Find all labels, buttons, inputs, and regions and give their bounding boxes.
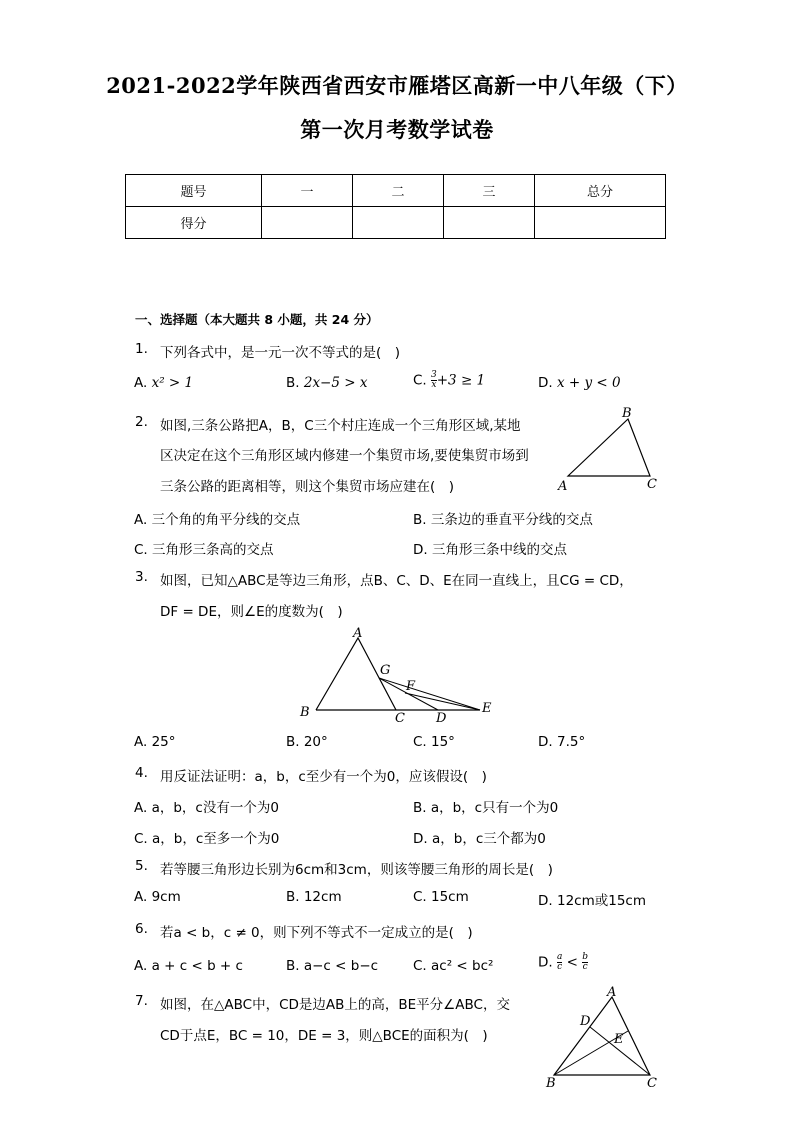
question-stem: 用反证法证明：a，b，c至少有一个为0，应该假设( ) [160, 769, 487, 785]
label-d: D [436, 711, 447, 726]
label-e: E [614, 1032, 624, 1047]
label-b: B [546, 1076, 556, 1090]
option-a[interactable]: A. a，b，c没有一个为0 [134, 800, 279, 816]
question-number: 6. [135, 921, 148, 937]
page-subtitle: 第一次月考数学试卷 [300, 117, 494, 142]
option-d[interactable] [538, 375, 621, 391]
question-stem-line: 三条公路的距离相等，则这个集贸市场应建在( ) [160, 479, 455, 495]
triangle-shape [568, 419, 650, 476]
option-c[interactable]: C. 15cm [413, 889, 469, 905]
table-header-cell: 题号 [126, 175, 262, 207]
label-a: A [353, 626, 363, 641]
option-c[interactable]: C. a，b，c至多一个为0 [134, 831, 280, 847]
option-a[interactable]: A. 25° [134, 734, 176, 750]
option-b[interactable]: B. a，b，c只有一个为0 [413, 800, 559, 816]
label-c: C [395, 711, 405, 726]
option-a[interactable]: A. a + c < b + c [134, 958, 243, 974]
option-a[interactable]: A. 三个角的角平分线的交点 [134, 512, 301, 528]
label-d: D [580, 1014, 591, 1029]
table-header-cell: 三 [444, 175, 535, 207]
question-stem-line: 如图，在△ABC中，CD是边AB上的高，BE平分∠ABC，交 [160, 997, 510, 1013]
option-b[interactable]: B. 12cm [286, 889, 342, 905]
option-letter: D. [538, 954, 553, 971]
option-text: +3 ≥ 1 [436, 372, 486, 389]
numerator: 3 [431, 370, 437, 380]
option-text: x² > 1 [151, 375, 194, 391]
option-b[interactable] [286, 375, 367, 391]
question-number: 3. [135, 569, 148, 585]
triangle-bce-figure [540, 985, 670, 1090]
label-e: E [482, 701, 492, 716]
question-number: 1. [135, 341, 148, 357]
table-row [126, 207, 666, 239]
option-c[interactable]: C. ac² < bc² [413, 958, 494, 974]
table-header-cell: 一 [262, 175, 353, 207]
table-header-cell: 二 [353, 175, 444, 207]
score-cell[interactable] [262, 207, 353, 239]
question-stem-line: 如图,三条公路把A，B，C三个村庄连成一个三角形区域,某地 [160, 418, 521, 434]
label-b: B [300, 705, 310, 720]
label-a: A [558, 479, 568, 494]
question-stem: 下列各式中，是一元一次不等式的是( ) [160, 345, 401, 361]
label-f: F [406, 679, 416, 694]
option-letter: D. [538, 375, 553, 391]
question-number: 2. [135, 414, 148, 430]
table-row-label: 得分 [126, 207, 262, 239]
denominator: c [557, 962, 563, 972]
option-b[interactable]: B. a−c < b−c [286, 958, 379, 974]
table-header-cell: 总分 [535, 175, 666, 207]
option-d[interactable]: D. 三角形三条中线的交点 [413, 542, 567, 558]
option-c[interactable] [413, 371, 485, 390]
section-heading: 一、选择题（本大题共 8 小题，共 24 分） [135, 312, 379, 327]
label-g: G [380, 663, 391, 678]
equilateral-triangle-figure [296, 624, 506, 728]
option-d[interactable] [538, 953, 588, 972]
option-letter: C. [413, 372, 427, 389]
question-stem-line: DF = DE，则∠E的度数为( ) [160, 604, 343, 620]
numerator: b [582, 952, 589, 962]
numerator: a [556, 952, 563, 962]
segment-fe [405, 693, 480, 710]
label-b: B [622, 406, 632, 421]
denominator: x [431, 380, 437, 390]
label-c: C [647, 477, 657, 492]
option-d[interactable]: D. 7.5° [538, 734, 586, 750]
option-c[interactable]: C. 三角形三条高的交点 [134, 542, 274, 558]
score-table [125, 174, 666, 239]
option-text: 2x−5 > x [303, 375, 368, 391]
triangle-abc-figure [550, 402, 670, 494]
question-number: 4. [135, 765, 148, 781]
question-stem-line: CD于点E，BC = 10，DE = 3，则△BCE的面积为( ) [160, 1028, 488, 1044]
option-d[interactable]: D. 12cm或15cm [538, 893, 646, 909]
label-a: A [607, 985, 617, 1000]
score-cell[interactable] [444, 207, 535, 239]
option-b[interactable]: B. 三条边的垂直平分线的交点 [413, 512, 593, 528]
option-a[interactable] [134, 375, 193, 391]
option-b[interactable]: B. 20° [286, 734, 328, 750]
option-text: x + y < 0 [556, 375, 621, 391]
question-stem: 若a < b，c ≠ 0，则下列不等式不一定成立的是( ) [160, 925, 473, 941]
table-row [126, 175, 666, 207]
option-d[interactable]: D. a，b，c三个都为0 [413, 831, 546, 847]
option-c[interactable]: C. 15° [413, 734, 455, 750]
score-cell[interactable] [353, 207, 444, 239]
less-than: < [566, 954, 578, 971]
option-letter: A. [134, 375, 148, 391]
score-cell[interactable] [535, 207, 666, 239]
option-a[interactable]: A. 9cm [134, 889, 181, 905]
label-c: C [647, 1076, 657, 1090]
question-stem-line: 区决定在这个三角形区域内修建一个集贸市场,要使集贸市场到 [160, 448, 529, 464]
question-number: 7. [135, 993, 148, 1009]
denominator: c [582, 962, 588, 972]
question-number: 5. [135, 858, 148, 874]
fraction [557, 953, 562, 972]
option-letter: B. [286, 375, 300, 391]
question-stem-line: 如图，已知△ABC是等边三角形，点B、C、D、E在同一直线上，且CG = CD， [160, 573, 633, 589]
question-stem: 若等腰三角形边长别为6cm和3cm，则该等腰三角形的周长是( ) [160, 862, 553, 878]
page-title: 2021-2022学年陕西省西安市雁塔区高新一中八年级（下） [106, 73, 688, 98]
fraction [582, 953, 588, 972]
